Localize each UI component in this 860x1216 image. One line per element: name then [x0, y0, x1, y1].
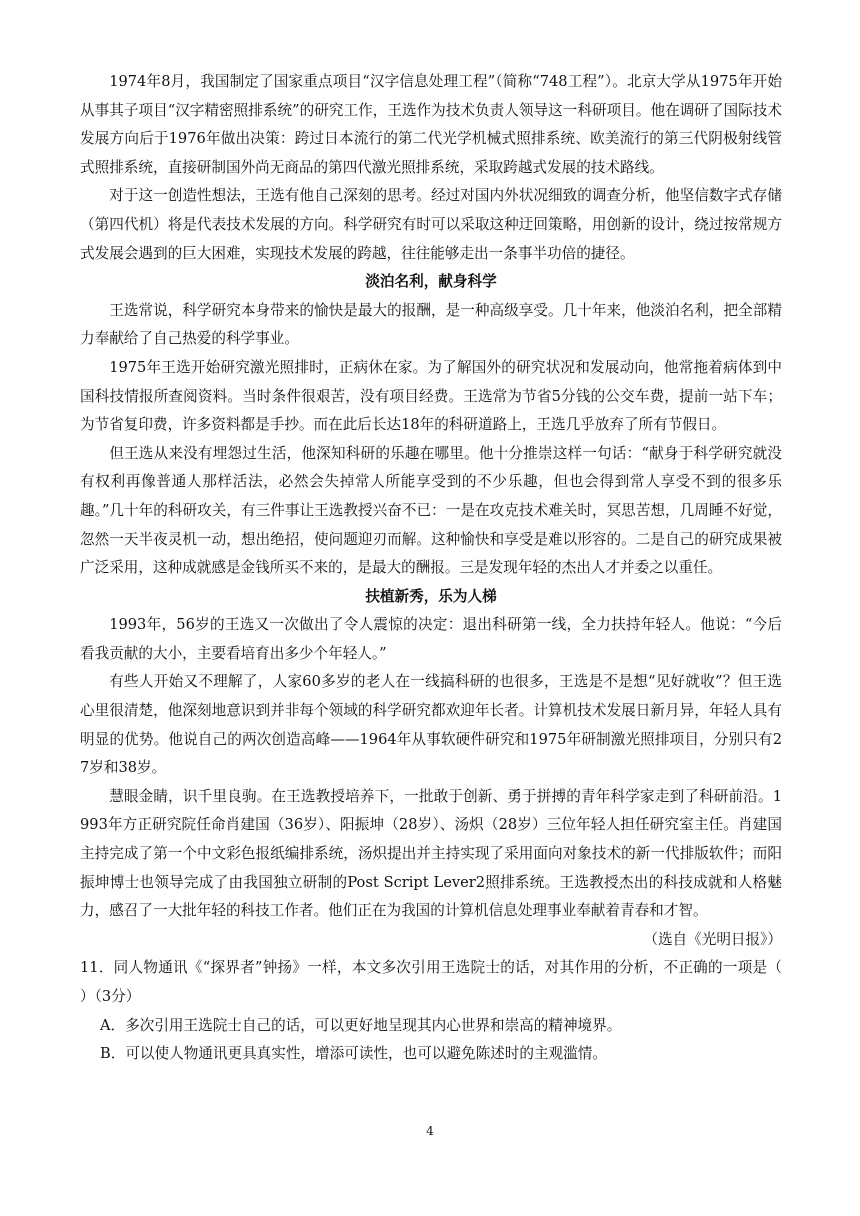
paragraph-8: 慧眼金睛，识千里良驹。在王选教授培养下，一批敢于创新、勇于拼搏的青年科学家走到了科研前沿。1993年方正研究院任命肖建国（36岁）、阳振坤（28岁）、汤炽（28岁）三位年轻人担任研究室主任。肖建国主持完成了第一个中文彩色报纸编排系统，汤炽提出并主持实现了采用面向对象技术的新一代排版软件；而阳振坤博士也领导完成了由我国独立研制的Post Script Lever2照排系统。王选教授杰出的科技成就和人格魅力，感召了一大批年轻的科技工作者。他们正在为我国的计算机信息处理事业奉献着青春和才智。 [80, 787, 782, 920]
section-heading-1: 淡泊名利，献身科学 [365, 273, 497, 291]
question-stem: 11．同人物通讯《“探界者”钟扬》一样，本文多次引用王选院士的话，对其作用的分析，不正确的一项是（ ）（3分） [80, 959, 812, 1005]
paragraph-4: 1975年王选开始研究激光照排时，正病休在家。为了解国外的研究状况和发展动向，他常拖着病体到中国科技情报所查阅资料。当时条件很艰苦，没有项目经费。王选常为节省5分钱的公交车费，提前一站下车；为节省复印费，许多资料都是手抄。而在此后长达18年的科研道路上，王选几乎放弃了所有节假日。 [80, 358, 782, 434]
document-page [80, 68, 812, 1069]
article-source: （选自《光明日报》） [643, 930, 782, 948]
paragraph-3: 王选常说，科学研究本身带来的愉快是最大的报酬，是一种高级享受。几十年来，他淡泊名利，把全部精力奉献给了自己热爱的科学事业。 [80, 301, 782, 348]
paragraph-5: 但王选从来没有埋怨过生活，他深知科研的乐趣在哪里。他十分推崇这样一句话：“献身于科学研究就没有权利再像普通人那样活法，必然会失掉常人所能享受到的不少乐趣，但也会得到常人享受不到的很多乐趣。”几十年的科研攻关，有三件事让王选教授兴奋不已：一是在攻克技术难关时，冥思苦想，几周睡不好觉，忽然一天半夜灵机一动，想出绝招，使问题迎刃而解。这种愉快和享受是难以形容的。二是自己的研究成果被广泛采用，这种成就感是金钱所买不来的，是最大的酬报。三是发现年轻的杰出人才并委之以重任。 [80, 444, 782, 577]
question-option-b: B．可以使人物通讯更具真实性，增添可读性，也可以避免陈述时的主观滥情。 [100, 1045, 607, 1063]
paragraph-1: 1974年8月，我国制定了国家重点项目“汉字信息处理工程”（简称“748工程”）。北京大学从1975年开始从事其子项目“汉字精密照排系统”的研究工作，王选作为技术负责人领导这一科研项目。他在调研了国际技术发展方向后于1976年做出决策：跨过日本流行的第二代光学机械式照排系统、欧美流行的第三代阴极射线管式照排系统，直接研制国外尚无商品的第四代激光照排系统，采取跨越式发展的技术路线。 [80, 73, 782, 176]
section-heading-2: 扶植新秀，乐为人梯 [365, 587, 497, 605]
page-number: 4 [426, 1124, 434, 1138]
paragraph-6: 1993年，56岁的王选又一次做出了令人震惊的决定：退出科研第一线，全力扶持年轻人。他说：“今后看我贡献的大小，主要看培育出多少个年轻人。” [80, 616, 782, 662]
paragraph-2: 对于这一创造性想法，王选有他自己深刻的思考。经过对国内外状况细致的调查分析，他坚信数字式存储（第四代机）将是代表技术发展的方向。科学研究有时可以采取这种迂回策略，用创新的设计，绕过按常规方式发展会遇到的巨大困难，实现技术发展的跨越，往往能够走出一条事半功倍的捷径。 [80, 187, 782, 262]
paragraph-7: 有些人开始又不理解了，人家60多岁的老人在一线搞科研的也很多，王选是不是想“见好就收”？但王选心里很清楚，他深刻地意识到并非每个领域的科学研究都欢迎年长者。计算机技术发展日新月异，年轻人具有明显的优势。他说自己的两次创造高峰——1964年从事软硬件研究和1975年研制激光照排项目，分别只有27岁和38岁。 [80, 673, 782, 777]
question-option-a: A．多次引用王选院士自己的话，可以更好地呈现其内心世界和崇高的精神境界。 [100, 1016, 622, 1034]
